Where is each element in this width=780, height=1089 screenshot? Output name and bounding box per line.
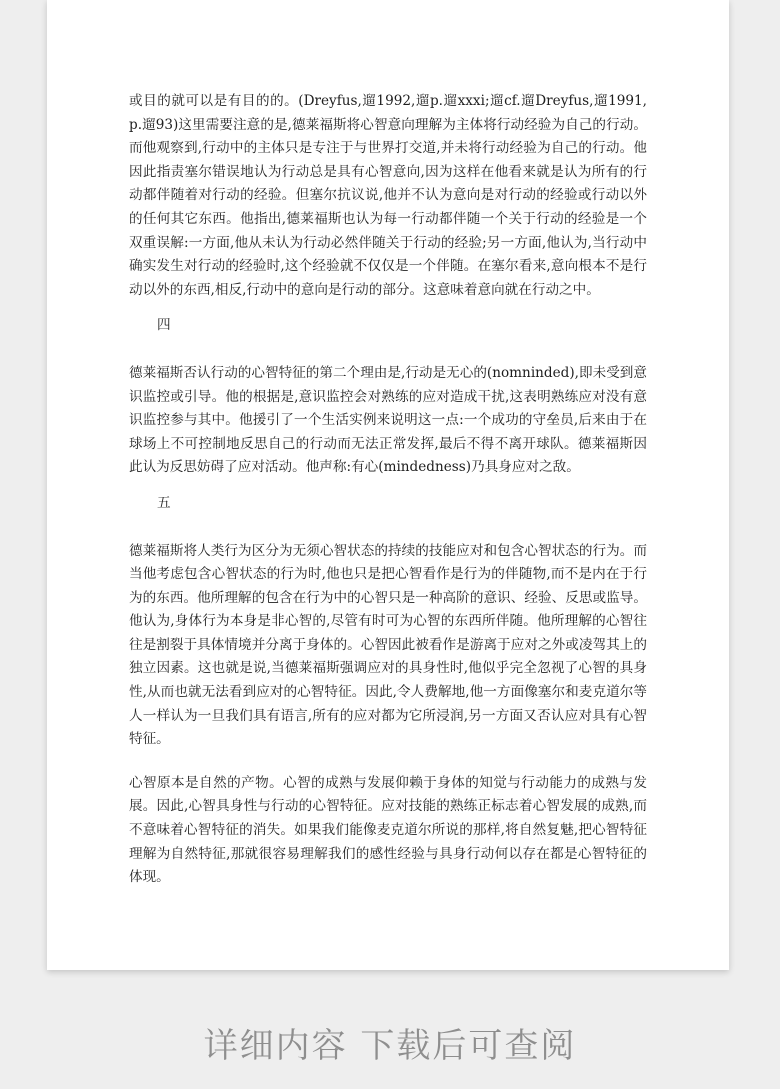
paragraph-2: 德莱福斯否认行动的心智特征的第二个理由是,行动是无心的(nomninded),即未受到意识监控或引导。他的根据是,意识监控会对熟练的应对造成干扰,这表明熟练应对没有意识监控参与其中。他援引了一个生活实例来说明这一点:一个成功的守垒员,后来由于在球场上不可控制地反思自己的行动而无法正常发挥,最后不得不离开球队。德莱福斯因此认为反思妨碍了应对活动。他声称:有心(mindedness)乃具身应对之敌。 <box>129 364 647 476</box>
paragraph-3: 德莱福斯将人类行为区分为无须心智状态的持续的技能应对和包含心智状态的行为。而当他考虑包含心智状态的行为时,他也只是把心智看作是行为的伴随物,而不是内在于行为的东西。他所理解的包含在行为中的心智只是一种高阶的意识、经验、反思或监导。他认为,身体行为本身是非心智的,尽管有时可为心智的东西所伴随。他所理解的心智往往是割裂于具体情境并分离于身体的。心智因此被看作是游离于应对之外或凌驾其上的独立因素。这也就是说,当德莱福斯强调应对的具身性时,他似乎完全忽视了心智的具身性,从而也就无法看到应对的心智特征。因此,令人费解地,他一方面像塞尔和麦克道尔等人一样认为一旦我们具有语言,所有的应对都为它所浸润,另一方面又否认应对具有心智特征。 <box>129 542 647 748</box>
paragraph-4: 心智原本是自然的产物。心智的成熟与发展仰赖于身体的知觉与行动能力的成熟与发展。因此,心智具身性与行动的心智特征。应对技能的熟练正标志着心智发展的成熟,而不意味着心智特征的消失。如果我们能像麦克道尔所说的那样,将自然复魅,把心智特征理解为自然特征,那就很容易理解我们的感性经验与具身行动何以存在都是心智特征的体现。 <box>129 774 647 886</box>
document-page <box>47 0 729 970</box>
document-body <box>129 90 647 890</box>
paragraph-1: 或目的就可以是有目的的。(Dreyfus,遛1992,遛p.遛xxxi;遛cf.遛Dreyfus,遛1991,p.遛93)这里需要注意的是,德莱福斯将心智意向理解为主体将行动经验为自己的行动。而他观察到,行动中的主体只是专注于与世界打交道,并未将行动经验为自己的行动。他因此指责塞尔错误地认为行动总是具有心智意向,因为这样在他看来就是认为所有的行动都伴随着对行动的经验。但塞尔抗议说,他并不认为意向是对行动的经验或行动以外的任何其它东西。他指出,德莱福斯也认为每一行动都伴随一个关于行动的经验是一个双重误解:一方面,他从未认为行动必然伴随关于行动的经验;另一方面,他认为,当行动中确实发生对行动的经验时,这个经验就不仅仅是一个伴随。在塞尔看来,意向根本不是行动以外的东西,相反,行动中的意向是行动的部分。这意味着意向就在行动之中。 <box>129 93 647 298</box>
download-hint-text: 详细内容 下载后可查阅 <box>203 1026 577 1066</box>
section-number-5: 五 <box>157 494 171 511</box>
section-number-4: 四 <box>157 317 171 334</box>
